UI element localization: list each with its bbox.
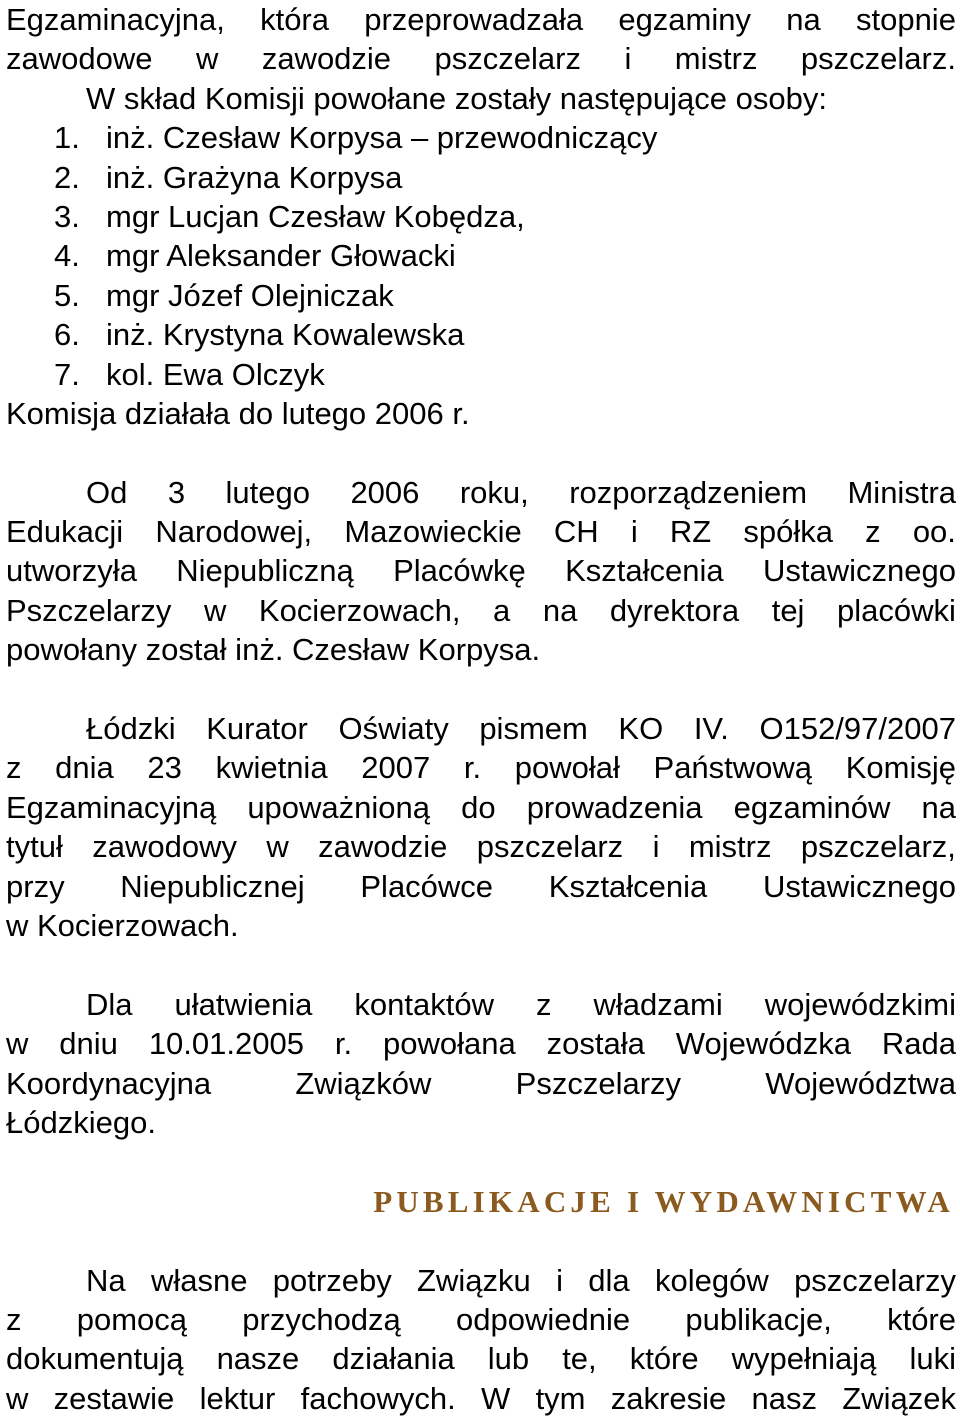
word: zawodzie [261, 41, 392, 77]
word: CH [553, 514, 599, 550]
word: Pszczelarzy [6, 592, 172, 628]
justified-line [6, 1261, 956, 1300]
justified-line [6, 591, 956, 630]
word: pismem [479, 711, 588, 747]
word: O152/97/2007 [759, 711, 956, 747]
justified-line [6, 0, 956, 39]
list-item-number: 1. [54, 120, 80, 156]
word: które [629, 1341, 699, 1377]
word: tytuł [6, 829, 63, 865]
word: Kurator [206, 711, 308, 747]
paragraph-line: Łódzkiego. [6, 1104, 156, 1140]
word: powołana [383, 1026, 516, 1062]
list-item-name: mgr Lucjan Czesław Kobędza, [106, 198, 525, 234]
word: IV. [693, 711, 729, 747]
paragraph-line: powołany został inż. Czesław Korpysa. [6, 632, 541, 668]
word: pszczelarz [476, 829, 624, 865]
word: na [786, 2, 821, 37]
list-item-name: mgr Józef Olejniczak [106, 277, 394, 313]
word: Egzaminacyjną [6, 789, 217, 825]
justified-line [6, 1024, 956, 1063]
word: W [481, 1380, 511, 1416]
word: i [630, 514, 638, 550]
word: Niepublicznej [120, 868, 305, 904]
justified-line [6, 1064, 956, 1103]
word: zawodowe [6, 41, 153, 77]
word: RZ [669, 514, 712, 550]
word: Kształcenia [565, 553, 724, 589]
word: Rada [881, 1026, 956, 1062]
justified-line [6, 473, 956, 512]
word: przeprowadzała [364, 2, 584, 37]
word: w [203, 592, 227, 628]
word: dnia [55, 750, 114, 786]
word: własne [150, 1262, 248, 1298]
word: i [556, 1262, 563, 1298]
word: i [652, 829, 660, 865]
justified-line [6, 1300, 956, 1339]
word: kwietnia [215, 750, 328, 786]
commission-members-list [6, 118, 956, 394]
word: przy [6, 868, 65, 904]
word: r. [334, 1026, 353, 1062]
word: zakresie [610, 1380, 727, 1416]
word: stopnie [855, 2, 956, 37]
list-item [6, 197, 956, 236]
word: i [624, 41, 632, 77]
word: Edukacji [6, 514, 124, 550]
justified-line [6, 512, 956, 551]
word: Województwa [765, 1065, 956, 1101]
paragraph-line: Komisja działała do lutego 2006 r. [6, 395, 470, 431]
word: prowadzenia [526, 789, 703, 825]
word: te, [562, 1341, 597, 1377]
word: oo. [912, 514, 956, 550]
word: Związków [295, 1065, 432, 1101]
word: tym [535, 1380, 586, 1416]
justified-line [6, 551, 956, 590]
list-item [6, 158, 956, 197]
word: Placówkę [393, 553, 526, 589]
justified-line [6, 748, 956, 787]
word: upoważnioną [247, 789, 431, 825]
word: zawodzie [318, 829, 448, 865]
word: 3 [167, 474, 186, 510]
word: Dla [86, 986, 133, 1022]
word: odpowiednie [456, 1301, 631, 1337]
word: Ustawicznego [762, 553, 956, 589]
word: dla [588, 1262, 630, 1298]
word: Koordynacyjna [6, 1065, 212, 1101]
word: 2006 [350, 474, 420, 510]
word: powołał [514, 750, 620, 786]
justified-line [6, 709, 956, 748]
section-heading: PUBLIKACJE I WYDAWNICTWA [373, 1183, 954, 1219]
word: mistrz [674, 41, 758, 77]
list-item-number: 4. [54, 238, 80, 274]
word: Ustawicznego [763, 868, 956, 904]
word: dokumentują [6, 1341, 184, 1377]
paragraph-line: W skład Komisji powołane zostały następujące osoby: [86, 80, 827, 116]
word: do [461, 789, 496, 825]
word: która [260, 2, 329, 37]
word: Związek [842, 1380, 956, 1416]
word: a [493, 592, 511, 628]
word: przychodzą [242, 1301, 401, 1337]
word: z [6, 750, 22, 786]
word: Kocierzowach, [258, 592, 461, 628]
word: egzaminów [733, 789, 891, 825]
word: r. [463, 750, 482, 786]
word: Od [86, 474, 128, 510]
word: ułatwienia [174, 986, 313, 1022]
word: rozporządzeniem [569, 474, 808, 510]
word: Komisję [845, 750, 956, 786]
word: Państwową [653, 750, 813, 786]
word: Wojewódzka [675, 1026, 851, 1062]
list-item-number: 2. [54, 159, 80, 195]
word: utworzyła [6, 553, 137, 589]
word: Ministra [847, 474, 956, 510]
list-item [6, 118, 956, 157]
list-item-number: 3. [54, 198, 80, 234]
word: pszczelarz, [800, 829, 956, 865]
list-item-name: inż. Czesław Korpysa – przewodniczący [106, 120, 658, 156]
justified-line [6, 1379, 956, 1418]
paragraph-line: w Kocierzowach. [6, 907, 239, 943]
word: w [6, 1026, 29, 1062]
word: z [6, 1301, 22, 1337]
word: pszczelarz. [800, 41, 956, 77]
word: publikacje, [685, 1301, 832, 1337]
word: kolegów [654, 1262, 769, 1298]
word: Egzaminacyjna, [6, 2, 225, 37]
word: Związku [417, 1262, 531, 1298]
word: nasze [216, 1341, 300, 1377]
word: placówki [837, 592, 956, 628]
word: z [536, 986, 552, 1022]
word: fachowych. [300, 1380, 456, 1416]
word: Pszczelarzy [515, 1065, 682, 1101]
word: lutego [225, 474, 310, 510]
word: zestawie [53, 1380, 175, 1416]
list-item-name: inż. Grażyna Korpysa [106, 159, 403, 195]
word: KO [618, 711, 664, 747]
word: z [865, 514, 881, 550]
word: 23 [147, 750, 182, 786]
word: 2007 [361, 750, 431, 786]
list-item-number: 7. [54, 356, 80, 392]
word: nasz [751, 1380, 817, 1416]
word: Narodowej, [155, 514, 313, 550]
list-item [6, 355, 956, 394]
word: Łódzki [86, 711, 176, 747]
word: roku, [459, 474, 529, 510]
word: Mazowieckie [344, 514, 522, 550]
word: w [6, 1380, 29, 1416]
word: Placówce [360, 868, 494, 904]
word: wypełniają [731, 1341, 877, 1377]
justified-line [6, 788, 956, 827]
list-item-name: mgr Aleksander Głowacki [106, 238, 456, 274]
word: które [887, 1301, 956, 1337]
word: lub [487, 1341, 530, 1377]
justified-line [6, 985, 956, 1024]
word: lektur [199, 1380, 276, 1416]
word: na [921, 789, 956, 825]
list-item [6, 276, 956, 315]
justified-line [6, 1339, 956, 1378]
list-item-name: inż. Krystyna Kowalewska [106, 317, 465, 353]
word: luki [909, 1341, 956, 1377]
list-item-number: 5. [54, 277, 80, 313]
list-item [6, 315, 956, 354]
word: dniu [59, 1026, 118, 1062]
word: w [266, 829, 289, 865]
word: kontaktów [354, 986, 494, 1022]
list-item-name: kol. Ewa Olczyk [106, 356, 325, 392]
word: wojewódzkimi [764, 986, 956, 1022]
word: zawodowy [92, 829, 237, 865]
word: Kształcenia [548, 868, 708, 904]
word: została [546, 1026, 645, 1062]
word: tej [771, 592, 805, 628]
word: władzami [593, 986, 723, 1022]
word: potrzeby [272, 1262, 392, 1298]
word: spółka [743, 514, 833, 550]
word: mistrz [688, 829, 772, 865]
document-page [6, 0, 956, 1418]
word: egzaminy [618, 2, 752, 37]
word: w [195, 41, 219, 77]
word: dyrektora [609, 592, 740, 628]
word: pomocą [76, 1301, 188, 1337]
word: pszczelarzy [794, 1262, 956, 1298]
word: Niepubliczną [176, 553, 354, 589]
word: Oświaty [338, 711, 449, 747]
word: Na [86, 1262, 126, 1298]
justified-line [6, 827, 956, 866]
word: 10.01.2005 [148, 1026, 304, 1062]
list-item [6, 236, 956, 275]
word: działania [332, 1341, 455, 1377]
word: pszczelarz [434, 41, 581, 77]
justified-line [6, 39, 956, 78]
word: na [542, 592, 578, 628]
list-item-number: 6. [54, 317, 80, 353]
justified-line [6, 867, 956, 906]
